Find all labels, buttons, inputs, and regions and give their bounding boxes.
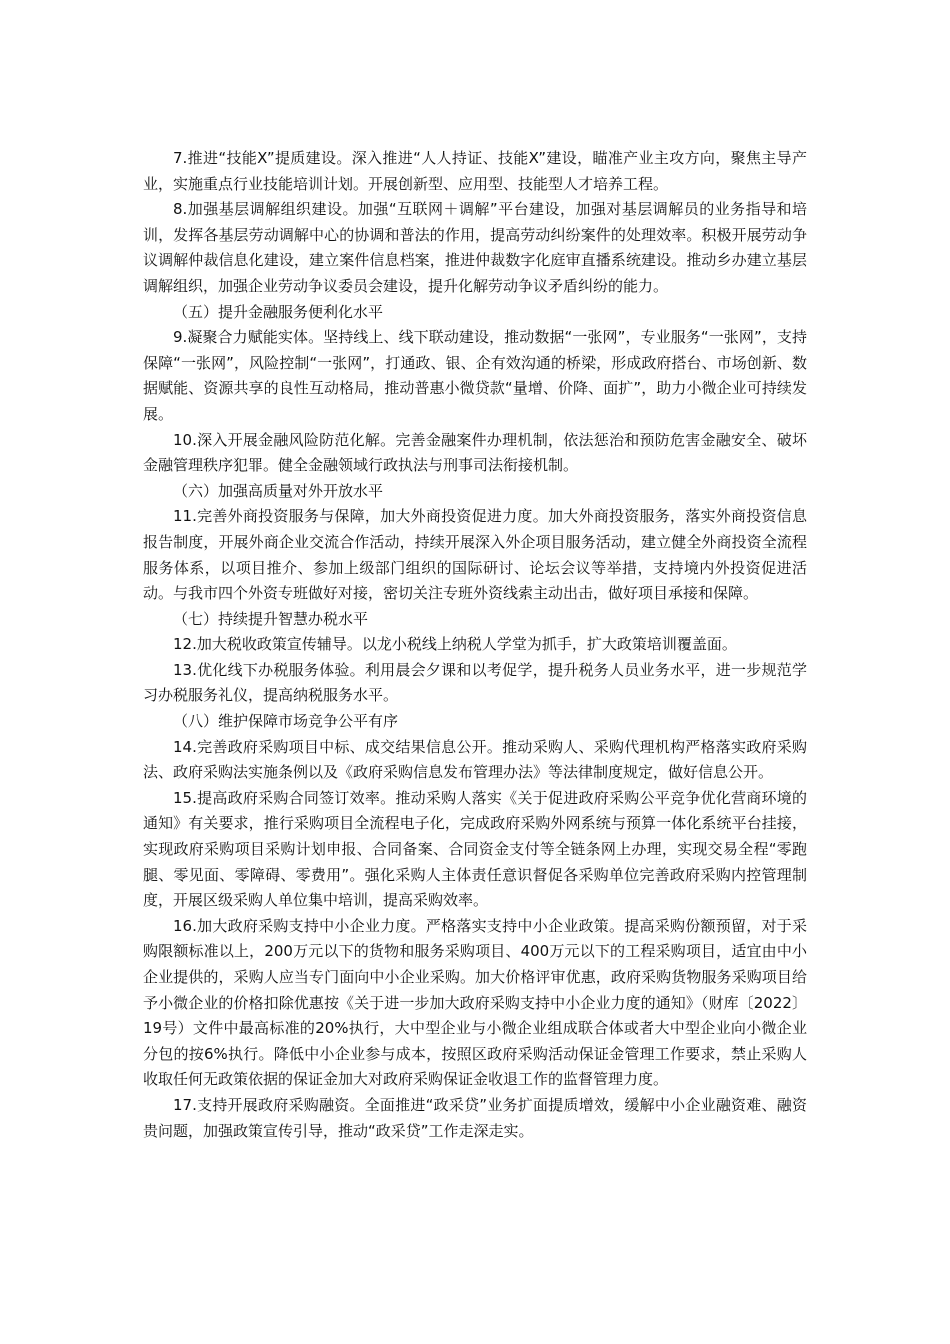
paragraph-10: 10.深入开展金融风险防范化解。完善金融案件办理机制，依法惩治和预防危害金融安全、破坏金融管理秩序犯罪。健全金融领域行政执法与刑事司法衔接机制。 bbox=[143, 430, 807, 475]
paragraph-17: 17.支持开展政府采购融资。全面推进“政采贷”业务扩面提质增效，缓解中小企业融资难、融资贵问题，加强政策宣传引导，推动“政采贷”工作走深走实。 bbox=[143, 1095, 807, 1140]
paragraph-15: 15.提高政府采购合同签订效率。推动采购人落实《关于促进政府采购公平竞争优化营商环境的通知》有关要求，推行采购项目全流程电子化，完成政府采购外网系统与预算一体化系统平台挂接，实现政府采购项目采购计划申报、合同备案、合同资金支付等全链条网上办理，实现交易全程“零跑腿、零见面、零障碍、零费用”。强化采购人主体责任意识督促各采购单位完善政府采购内控管理制度，开展区级采购人单位集中培训，提高采购效率。 bbox=[143, 788, 807, 910]
paragraph-13: 13.优化线下办税服务体验。利用晨会夕课和以考促学，提升税务人员业务水平，进一步规范学习办税服务礼仪，提高纳税服务水平。 bbox=[143, 660, 807, 705]
document-body bbox=[143, 146, 807, 1144]
paragraph-7: 7.推进“技能X”提质建设。深入推进“人人持证、技能X”建设，瞄准产业主攻方向，聚焦主导产业，实施重点行业技能培训计划。开展创新型、应用型、技能型人才培养工程。 bbox=[143, 149, 807, 193]
paragraph-12: 12.加大税收政策宣传辅导。以龙小税线上纳税人学堂为抓手，扩大政策培训覆盖面。 bbox=[173, 635, 737, 654]
paragraph-8: 8.加强基层调解组织建设。加强“互联网＋调解”平台建设，加强对基层调解员的业务指导和培训，发挥各基层劳动调解中心的协调和普法的作用，提高劳动纠纷案件的处理效率。积极开展劳动争议调解仲裁信息化建设，建立案件信息档案，推进仲裁数字化庭审直播系统建设。推动乡办建立基层调解组织，加强企业劳动争议委员会建设，提升化解劳动争议矛盾纠纷的能力。 bbox=[143, 200, 807, 295]
section-heading-8: （八）维护保障市场竞争公平有序 bbox=[173, 712, 399, 731]
paragraph-9: 9.凝聚合力赋能实体。坚持线上、线下联动建设，推动数据“一张网”，专业服务“一张网”，支持保障“一张网”，风险控制“一张网”，打通政、银、企有效沟通的桥梁，形成政府搭台、市场创新、数据赋能、资源共享的良性互动格局，推动普惠小微贷款“量增、价降、面扩”，助力小微企业可持续发展。 bbox=[143, 328, 807, 423]
section-heading-6: （六）加强高质量对外开放水平 bbox=[173, 481, 384, 500]
section-heading-5: （五）提升金融服务便利化水平 bbox=[173, 302, 384, 321]
section-heading-7: （七）持续提升智慧办税水平 bbox=[173, 609, 369, 628]
paragraph-11: 11.完善外商投资服务与保障，加大外商投资促进力度。加大外商投资服务，落实外商投资信息报告制度，开展外商企业交流合作活动，持续开展深入外企项目服务活动，建立健全外商投资全流程服务体系，以项目推介、参加上级部门组织的国际研讨、论坛会议等举措，支持境内外投资促进活动。与我市四个外资专班做好对接，密切关注专班外资线索主动出击，做好项目承接和保障。 bbox=[143, 507, 807, 603]
paragraph-14: 14.完善政府采购项目中标、成交结果信息公开。推动采购人、采购代理机构严格落实政府采购法、政府采购法实施条例以及《政府采购信息发布管理办法》等法律制度规定，做好信息公开。 bbox=[143, 737, 807, 782]
paragraph-16: 16.加大政府采购支持中小企业力度。严格落实支持中小企业政策。提高采购份额预留，对于采购限额标准以上，200万元以下的货物和服务采购项目、400万元以下的工程采购项目，适宜由中小企业提供的，采购人应当专门面向中小企业采购。加大价格评审优惠，政府采购货物服务采购项目给予小微企业的价格扣除优惠按《关于进一步加大政府采购支持中小企业力度的通知》（财库〔2022〕19号）文件中最高标准的20%执行，大中型企业与小微企业组成联合体或者大中型企业向小微企业分包的按6%执行。降低中小企业参与成本，按照区政府采购活动保证金管理工作要求，禁止采购人收取任何无政策依据的保证金加大对政府采购保证金收退工作的监督管理力度。 bbox=[143, 916, 807, 1089]
